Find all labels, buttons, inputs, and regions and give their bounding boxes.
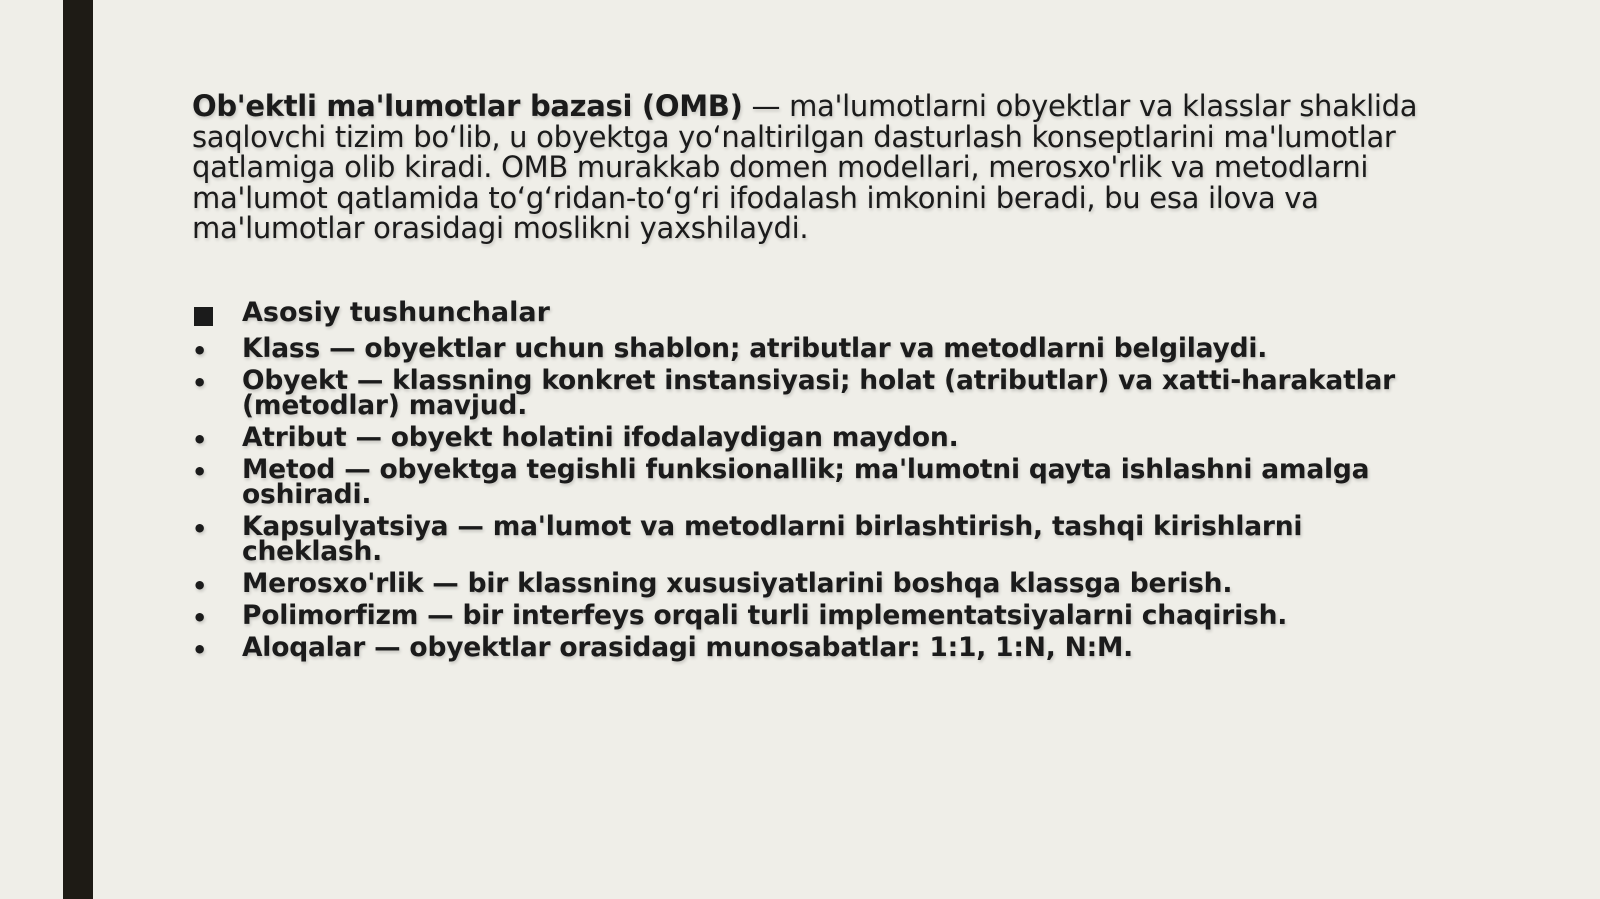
list-item xyxy=(192,631,1422,664)
bullet-dot-icon: • xyxy=(192,635,208,664)
intro-text: — ma'lumotlarni obyektlar va klasslar shaklida saqlovchi tizim bo‘lib, u obyektga yo‘naltirilgan dasturlash konseptlarini ma'lumotlar qatlamiga olib kiradi. OMB murakkab domen modellari, merosxo'rlik va metodlarni ma'lumot qatlamida to‘g‘ridan-to‘g‘ri ifodalash imkonini beradi, bu esa ilova va ma'lumotlar orasidagi moslikni yaxshilaydi. xyxy=(192,89,1418,245)
bullet-dot-icon: • xyxy=(192,514,208,543)
list-item xyxy=(192,332,1422,365)
list-item xyxy=(192,510,1422,567)
bullet-dot-icon: • xyxy=(192,425,208,454)
square-bullet-icon xyxy=(194,307,213,326)
slide-content xyxy=(192,89,1422,664)
bullet-dot-icon: • xyxy=(192,457,208,486)
section-heading-label: Asosiy tushunchalar xyxy=(242,296,550,328)
bullet-dot-icon: • xyxy=(192,603,208,632)
list-item-text: Klass — obyektlar uchun shablon; atributlar va metodlarni belgilaydi. xyxy=(242,332,1268,364)
list-item xyxy=(192,599,1422,632)
list-item-text: Kapsulyatsiya — ma'lumot va metodlarni birlashtirish, tashqi kirishlarni cheklash. xyxy=(242,510,1303,567)
list-item-text: Obyekt — klassning konkret instansiyasi; holat (atributlar) va xatti-harakatlar (metodlar) mavjud. xyxy=(242,364,1396,421)
intro-term: Ob'ektli ma'lumotlar bazasi (OMB) xyxy=(192,89,743,123)
list-item xyxy=(192,364,1422,421)
concept-list xyxy=(192,332,1422,664)
section-heading xyxy=(192,296,1422,330)
list-item-text: Atribut — obyekt holatini ifodalaydigan maydon. xyxy=(242,421,959,453)
bullet-dot-icon: • xyxy=(192,336,208,365)
list-item xyxy=(192,567,1422,600)
list-item-text: Polimorfizm — bir interfeys orqali turli implementatsiyalarni chaqirish. xyxy=(242,599,1288,631)
list-item xyxy=(192,453,1422,510)
intro-paragraph xyxy=(192,91,1422,244)
accent-bar xyxy=(63,0,93,899)
bullet-dot-icon: • xyxy=(192,368,208,397)
list-item xyxy=(192,421,1422,454)
list-item-text: Aloqalar — obyektlar orasidagi munosabatlar: 1:1, 1:N, N:M. xyxy=(242,631,1134,663)
bullet-dot-icon: • xyxy=(192,571,208,600)
list-item-text: Metod — obyektga tegishli funksionallik; ma'lumotni qayta ishlashni amalga oshiradi. xyxy=(242,453,1370,510)
list-item-text: Merosxo'rlik — bir klassning xususiyatlarini boshqa klassga berish. xyxy=(242,567,1233,599)
